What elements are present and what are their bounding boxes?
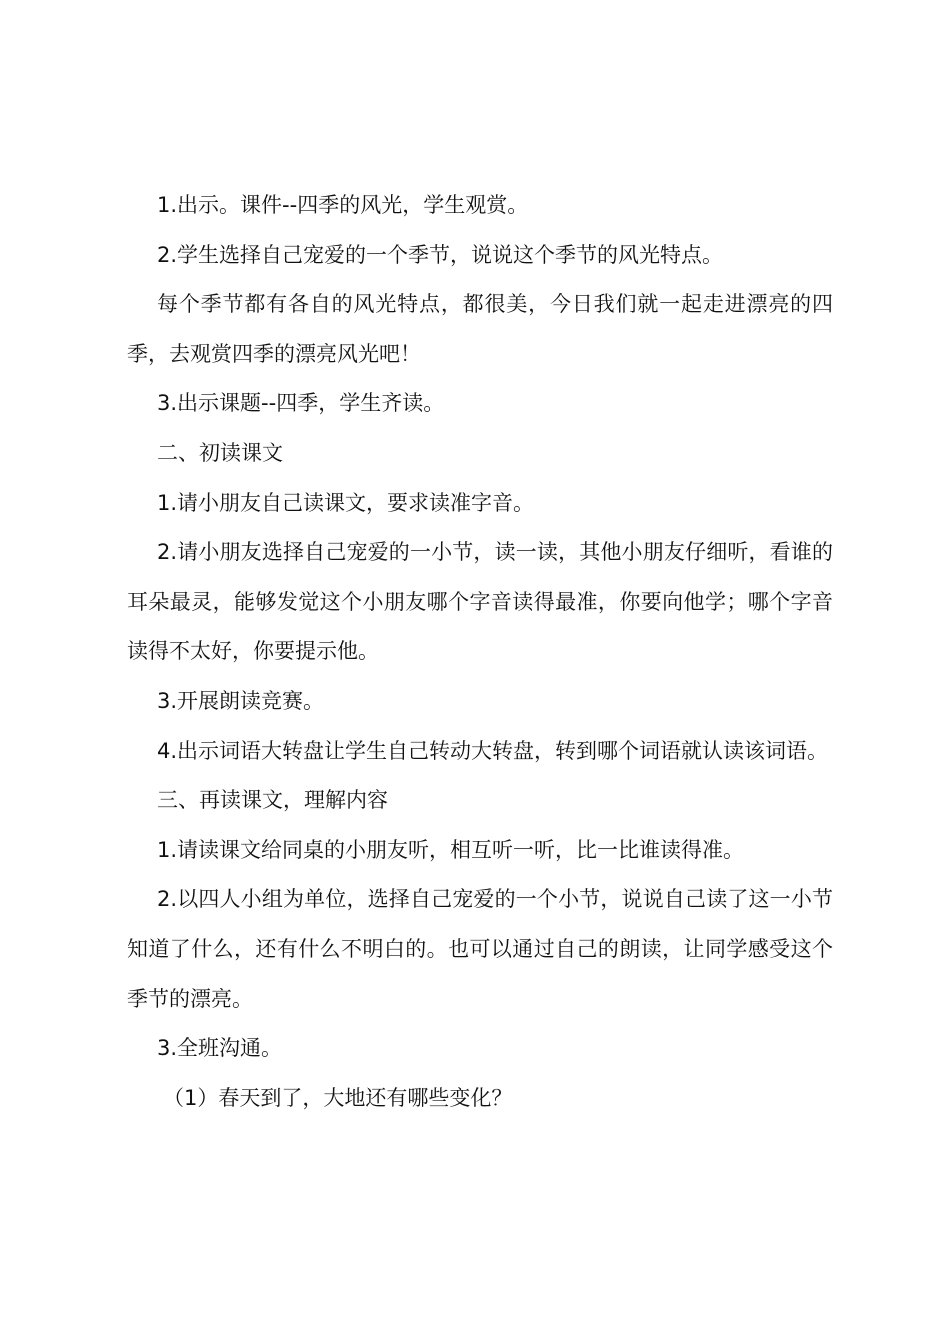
paragraph: 1.出示。课件--四季的风光，学生观赏。 bbox=[157, 193, 529, 217]
paragraph: 3.出示课题--四季，学生齐读。 bbox=[157, 391, 445, 416]
paragraph: 2.学生选择自己宠爱的一个季节，说说这个季节的风光特点。 bbox=[157, 242, 724, 267]
paragraph: 3.开展朗读竞赛。 bbox=[157, 688, 325, 713]
paragraph: 4.出示词语大转盘让学生自己转动大转盘，转到哪个词语就认读该词语。 bbox=[157, 738, 829, 763]
paragraph: 1.请读课文给同桌的小朋友听，相互听一听，比一比谁读得准。 bbox=[157, 837, 745, 862]
paragraph: （1）春天到了，大地还有哪些变化？ bbox=[163, 1085, 513, 1110]
paragraph: 1.请小朋友自己读课文，要求读准字音。 bbox=[157, 490, 535, 515]
paragraph: 每个季节都有各自的风光特点，都很美，今日我们就一起走进漂亮的四季，去观赏四季的漂亮风光吧！ bbox=[127, 292, 833, 366]
document-body bbox=[127, 181, 833, 1123]
paragraph: 3.全班沟通。 bbox=[157, 1036, 283, 1061]
paragraph: 2.请小朋友选择自己宠爱的一小节，读一读，其他小朋友仔细听，看谁的耳朵最灵，能够发觉这个小朋友哪个字音读得最准，你要向他学；哪个字音读得不太好，你要提示他。 bbox=[127, 540, 833, 664]
section-heading: 二、初读课文 bbox=[157, 440, 283, 465]
paragraph: 2.以四人小组为单位，选择自己宠爱的一个小节，说说自己读了这一小节知道了什么，还有什么不明白的。也可以通过自己的朗读，让同学感受这个季节的漂亮。 bbox=[127, 887, 833, 1011]
section-heading: 三、再读课文，理解内容 bbox=[157, 788, 388, 813]
